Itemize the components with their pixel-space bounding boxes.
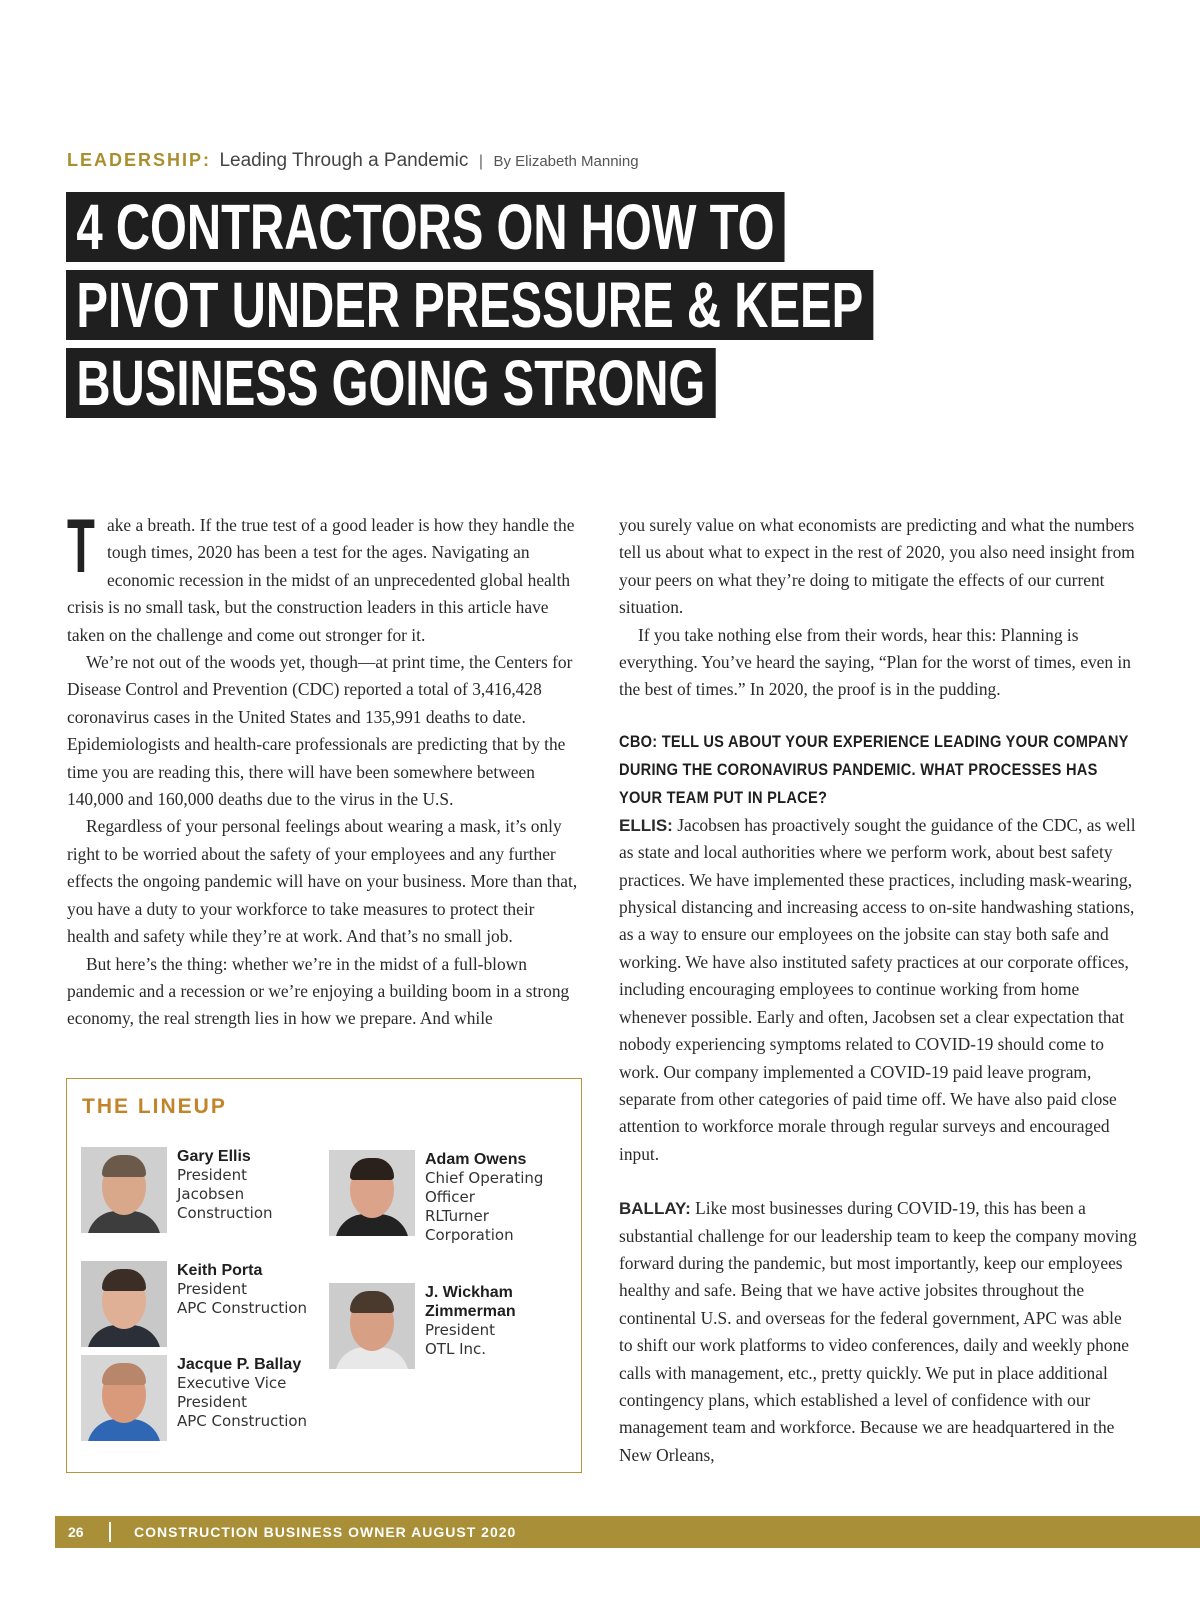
body-paragraph: If you take nothing else from their words, hear this: Planning is everything. You’ve heard the saying, “Plan for the worst of times, even in the best of times.” In 2020, the proof is in the pudding. xyxy=(619,624,1131,700)
body-paragraph: We’re not out of the woods yet, though—at print time, the Centers for Disease Control and Prevention (CDC) reported a total of 3,416,428 coronavirus cases in the United States and 135,991 deaths to date. Epidemiologists and health-care professionals are predicting that by the time you are reading this, there will have been somewhere between 140,000 and 160,000 deaths due to the virus in the U.S. xyxy=(67,652,573,810)
person-name: Keith Porta xyxy=(177,1262,263,1279)
headline-line-2: PIVOT UNDER PRESSURE & KEEP xyxy=(66,270,874,340)
magazine-issue: CONSTRUCTION BUSINESS OWNER AUGUST 2020 xyxy=(134,1524,517,1540)
lineup-title: THE LINEUP xyxy=(82,1095,227,1118)
interview-answer xyxy=(619,1195,1139,1469)
speaker-label: BALLAY: xyxy=(619,1199,691,1219)
section-label: LEADERSHIP: xyxy=(67,150,212,170)
headline-line-3: BUSINESS GOING STRONG xyxy=(66,348,716,418)
headline-line-1: 4 CONTRACTORS ON HOW TO xyxy=(66,192,785,262)
body-column-left xyxy=(67,504,579,1033)
person-role: President xyxy=(425,1321,495,1339)
person-org: RLTurner Corporation xyxy=(425,1207,514,1244)
section-topic: Leading Through a Pandemic xyxy=(219,150,469,171)
person-role: President xyxy=(177,1166,247,1184)
person-org: APC Construction xyxy=(177,1299,308,1317)
footer-divider xyxy=(109,1522,111,1542)
person-name: Gary Ellis xyxy=(177,1148,251,1165)
body-paragraph: But here’s the thing: whether we’re in the midst of a full-blown pandemic and a recession or we’re enjoying a building boom in a strong economy, the real strength lies in how we prepare. And while xyxy=(67,953,570,1029)
lineup-box xyxy=(66,1078,582,1473)
headshot-photo xyxy=(81,1147,167,1233)
body-paragraph: Regardless of your personal feelings about wearing a mask, it’s only right to be worried about the safety of your employees and any further effects the ongoing pandemic will have on your business. More than that, you have a duty to your workforce to take measures to protect their health and safety while they’re at work. And that’s no small job. xyxy=(67,816,578,947)
body-paragraph: you surely value on what economists are predicting and what the numbers tell us about what to expect in the rest of 2020, you also need insight from your peers on what they’re doing to mitigate the effects of our current situation. xyxy=(619,515,1135,618)
body-paragraph-text: ake a breath. If the true test of a good leader is how they handle the tough times, 2020 has been a test for the ages. Navigating an economic recession in the midst of an unprecedented global health crisis is no small task, but the construction leaders in this article have taken on the challenge and come out stronger for it. xyxy=(67,515,575,645)
page-number: 26 xyxy=(68,1524,84,1540)
drop-cap: T xyxy=(67,504,95,589)
answer-text: Jacobsen has proactively sought the guidance of the CDC, as well as state and local authorities where we perform work, about best safety practices. We have implemented these practices, including mask-wearing, physical distancing and increasing access to on-site handwashing stations, as a way to ensure our employees on the jobsite can stay both safe and working. We have also instituted safety practices at our corporate offices, including encouraging employees to continue working from home whenever possible. Early and often, Jacobsen set a clear expectation that nobody experiencing symptoms related to COVID-19 should come to work. Our company implemented a COVID-19 paid leave program, separate from other categories of paid time off. We have also paid close attention to workforce morale through regular surveys and encouraged input. xyxy=(619,814,1136,1164)
person-name: Jacque P. Ballay xyxy=(177,1356,302,1373)
body-paragraph xyxy=(67,504,579,649)
interview-question: CBO: TELL US ABOUT YOUR EXPERIENCE LEADING YOUR COMPANY DURING THE CORONAVIRUS PANDEMIC. WHAT PROCESSES HAS YOUR TEAM PUT IN PLACE? xyxy=(619,731,1129,807)
kicker-separator: | xyxy=(478,153,484,170)
person-name: J. Wickham Zimmerman xyxy=(425,1284,516,1320)
speaker-label: ELLIS: xyxy=(619,815,673,835)
article-kicker xyxy=(67,150,867,172)
person-role: Chief Operating Officer xyxy=(425,1169,544,1206)
byline: By Elizabeth Manning xyxy=(493,153,639,170)
person-role: President xyxy=(177,1280,247,1298)
body-column-right xyxy=(619,512,1139,1469)
answer-text: Like most businesses during COVID-19, this has been a substantial challenge for our leadership team to keep the company moving forward during the pandemic, but most importantly, keep our employees healthy and safe. Being that we have active jobsites throughout the continental U.S. and overseas for the federal government, APC was able to shift our work platforms to video conferences, daily and weekly phone calls with management, etc., pretty quickly. We put in place additional contingency plans, which established a level of confidence with our management team and workforce. Because we are headquartered in the New Orleans, xyxy=(619,1198,1137,1465)
person-org: OTL Inc. xyxy=(425,1340,487,1358)
headshot-photo xyxy=(81,1261,167,1347)
person-role: Executive Vice President xyxy=(177,1374,287,1411)
person-name: Adam Owens xyxy=(425,1151,527,1168)
headshot-photo xyxy=(329,1150,415,1236)
page-footer xyxy=(55,1516,1200,1548)
headshot-photo xyxy=(81,1355,167,1441)
headshot-photo xyxy=(329,1283,415,1369)
person-org: Jacobsen Construction xyxy=(177,1185,273,1222)
person-org: APC Construction xyxy=(177,1412,308,1430)
headline xyxy=(66,192,1157,426)
interview-answer xyxy=(619,812,1139,1168)
